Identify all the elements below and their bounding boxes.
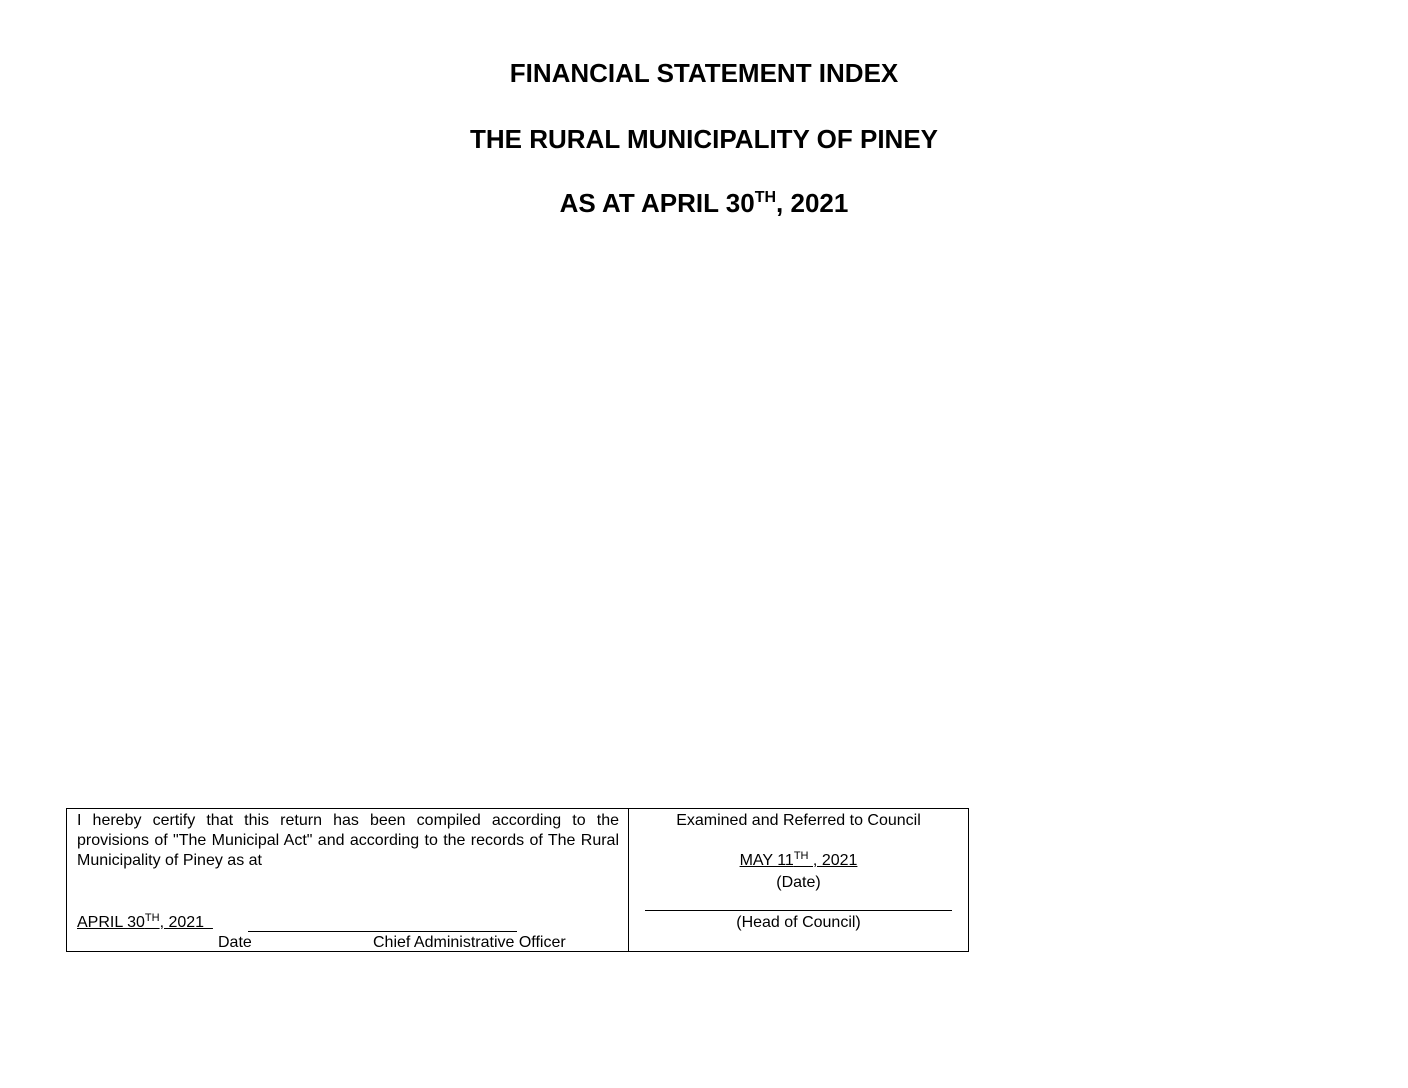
as-at-date-prefix: AS AT APRIL 30 [559,188,755,218]
municipality-name: THE RURAL MUNICIPALITY OF PINEY [469,124,939,154]
certification-date-label: Date [218,934,252,951]
certification-cell [67,809,629,951]
document-title: FINANCIAL STATEMENT INDEX [509,58,899,88]
as-at-date-ordinal: TH [754,189,777,206]
certification-date-suffix: , 2021 [159,914,213,931]
certification-date-prefix: APRIL 30 [77,914,145,931]
council-date-label: (Date) [776,874,821,891]
certification-date-ordinal: TH [144,912,160,924]
certification-box [66,808,969,952]
council-date-suffix: , 2021 [808,852,858,869]
head-of-council-label: (Head of Council) [736,914,861,931]
cao-signature-line [248,931,517,932]
council-date-prefix: MAY 11 [739,852,794,869]
certification-date [77,913,213,934]
head-of-council-signature-line [645,910,952,911]
council-date-text [740,852,858,869]
as-at-date [0,188,1408,223]
as-at-date-suffix: , 2021 [776,188,849,218]
council-cell [629,809,968,951]
cao-label: Chief Administrative Officer [373,934,566,951]
council-date [629,851,968,872]
council-referral-title: Examined and Referred to Council [676,812,921,829]
council-date-ordinal: TH [793,850,809,862]
certification-statement: I hereby certify that this return has been compiled according to the provisions of "The Municipal Act" and according to the records of The Rural Municipality of Piney as at [77,812,619,869]
